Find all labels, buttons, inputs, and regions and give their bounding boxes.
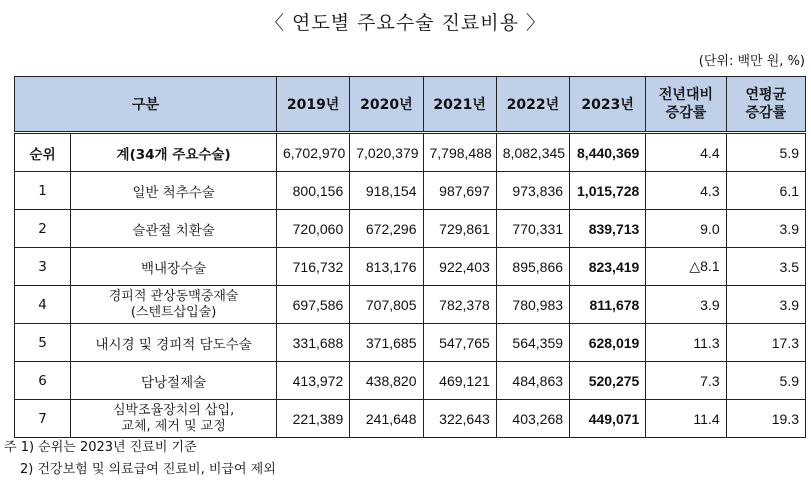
total-cagr: 5.9 xyxy=(726,133,805,172)
row-name-line2: 교체, 제거 및 교정 xyxy=(121,418,226,434)
row-2023: 839,713 xyxy=(570,210,646,248)
total-2020: 7,020,379 xyxy=(350,133,423,172)
row-rank: 5 xyxy=(15,324,71,362)
row-name-line1: 백내장수술 xyxy=(140,260,207,277)
table-row xyxy=(15,324,806,362)
header-2020: 2020년 xyxy=(350,77,423,133)
header-2023: 2023년 xyxy=(570,77,646,133)
row-2022: 770,331 xyxy=(496,210,569,248)
row-name-line1: 경피적 관상동맥중재술 xyxy=(108,288,239,304)
row-2023: 1,015,728 xyxy=(570,172,646,210)
row-2020: 371,685 xyxy=(350,324,423,362)
row-yoy: 11.4 xyxy=(646,400,726,438)
row-2019: 716,732 xyxy=(276,248,349,286)
row-name-line1: 내시경 및 경피적 담도수술 xyxy=(95,336,252,353)
row-name-line1: 슬관절 치환술 xyxy=(132,222,215,239)
row-name-line1: 일반 척추수술 xyxy=(132,184,215,201)
row-yoy: 7.3 xyxy=(646,362,726,400)
row-2019: 331,688 xyxy=(276,324,349,362)
total-2023: 8,440,369 xyxy=(570,133,646,172)
row-cagr: 6.1 xyxy=(726,172,805,210)
row-yoy: 9.0 xyxy=(646,210,726,248)
total-row xyxy=(15,133,806,172)
row-2021: 729,861 xyxy=(423,210,496,248)
row-rank: 6 xyxy=(15,362,71,400)
footnote-1: 주 1) 순위는 2023년 진료비 기준 xyxy=(4,440,197,455)
row-2020: 438,820 xyxy=(350,362,423,400)
table-row xyxy=(15,172,806,210)
row-cagr: 19.3 xyxy=(726,400,805,438)
row-2021: 322,643 xyxy=(423,400,496,438)
unit-label: (단위: 백만 원, %) xyxy=(698,54,805,69)
row-name xyxy=(71,248,277,286)
row-yoy: 3.9 xyxy=(646,286,726,324)
row-2020: 707,805 xyxy=(350,286,423,324)
row-cagr: 5.9 xyxy=(726,362,805,400)
table-row xyxy=(15,248,806,286)
row-2020: 918,154 xyxy=(350,172,423,210)
row-2022: 973,836 xyxy=(496,172,569,210)
row-cagr: 3.9 xyxy=(726,210,805,248)
row-2023: 823,419 xyxy=(570,248,646,286)
row-cagr: 3.9 xyxy=(726,286,805,324)
row-2019: 221,389 xyxy=(276,400,349,438)
row-cagr: 3.5 xyxy=(726,248,805,286)
row-name xyxy=(71,324,277,362)
header-yoy-line1: 전년대비 xyxy=(658,87,714,103)
total-name: 계(34개 주요수술) xyxy=(71,133,277,172)
header-cagr-line2: 증감률 xyxy=(745,105,787,121)
row-name xyxy=(71,400,277,438)
row-name-line1: 담낭절제술 xyxy=(140,374,207,391)
row-2020: 672,296 xyxy=(350,210,423,248)
header-2019: 2019년 xyxy=(276,77,349,133)
row-2021: 469,121 xyxy=(423,362,496,400)
row-2021: 782,378 xyxy=(423,286,496,324)
footnotes xyxy=(4,437,276,481)
row-yoy: 11.3 xyxy=(646,324,726,362)
row-name xyxy=(71,172,277,210)
header-yoy xyxy=(646,77,726,133)
row-2023: 811,678 xyxy=(570,286,646,324)
row-yoy: 4.3 xyxy=(646,172,726,210)
header-row xyxy=(15,77,806,133)
row-2023: 449,071 xyxy=(570,400,646,438)
header-category: 구분 xyxy=(15,77,277,133)
row-name-line1: 심박조율장치의 삽입, xyxy=(112,402,235,418)
footnote-2: 2) 건강보험 및 의료급여 진료비, 비급여 제외 xyxy=(20,462,276,477)
total-yoy: 4.4 xyxy=(646,133,726,172)
row-cagr: 17.3 xyxy=(726,324,805,362)
row-2019: 800,156 xyxy=(276,172,349,210)
row-yoy: △8.1 xyxy=(646,248,726,286)
row-2023: 628,019 xyxy=(570,324,646,362)
header-2022: 2022년 xyxy=(496,77,569,133)
row-2022: 564,359 xyxy=(496,324,569,362)
row-2019: 697,586 xyxy=(276,286,349,324)
total-2019: 6,702,970 xyxy=(276,133,349,172)
header-2021: 2021년 xyxy=(423,77,496,133)
row-name-line2: (스텐트삽입술) xyxy=(130,304,217,320)
row-2022: 780,983 xyxy=(496,286,569,324)
row-2021: 987,697 xyxy=(423,172,496,210)
row-2022: 895,866 xyxy=(496,248,569,286)
row-rank: 2 xyxy=(15,210,71,248)
row-2021: 547,765 xyxy=(423,324,496,362)
total-rank: 순위 xyxy=(15,133,71,172)
table-title: 〈 연도별 주요수술 진료비용 〉 xyxy=(264,12,547,34)
row-2019: 413,972 xyxy=(276,362,349,400)
table-row xyxy=(15,362,806,400)
row-2020: 241,648 xyxy=(350,400,423,438)
header-cagr xyxy=(726,77,805,133)
row-name xyxy=(71,286,277,324)
row-2021: 922,403 xyxy=(423,248,496,286)
header-cagr-line1: 연평균 xyxy=(745,87,787,103)
row-rank: 7 xyxy=(15,400,71,438)
table-row xyxy=(15,210,806,248)
row-name xyxy=(71,362,277,400)
row-rank: 4 xyxy=(15,286,71,324)
row-rank: 3 xyxy=(15,248,71,286)
total-2021: 7,798,488 xyxy=(423,133,496,172)
table-row xyxy=(15,286,806,324)
total-2022: 8,082,345 xyxy=(496,133,569,172)
row-2023: 520,275 xyxy=(570,362,646,400)
table-row xyxy=(15,400,806,438)
row-2019: 720,060 xyxy=(276,210,349,248)
header-yoy-line2: 증감률 xyxy=(665,105,707,121)
row-2020: 813,176 xyxy=(350,248,423,286)
cost-table xyxy=(14,76,806,438)
row-rank: 1 xyxy=(15,172,71,210)
row-name xyxy=(71,210,277,248)
row-2022: 403,268 xyxy=(496,400,569,438)
row-2022: 484,863 xyxy=(496,362,569,400)
